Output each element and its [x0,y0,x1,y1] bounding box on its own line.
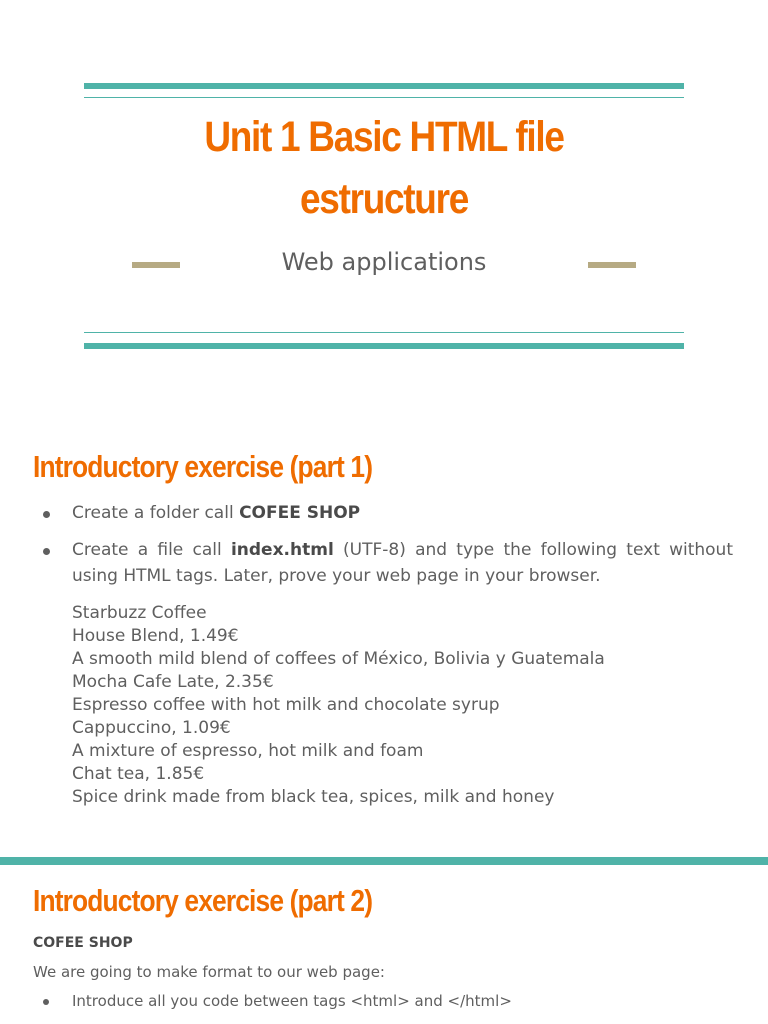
menu-line: A mixture of espresso, hot milk and foam [72,741,424,761]
coffee-menu-text [72,602,605,809]
bottom-thick-rule [84,343,684,349]
slide-title [126,106,642,230]
slide-title-line2: estructure [300,175,468,223]
menu-line: Chat tea, 1.85€ [72,764,205,784]
menu-line: Spice drink made from black tea, spices, milk and honey [72,787,555,807]
bullet-text: Create a file call [72,540,231,560]
exercise1-bullet-file [33,537,733,589]
exercise2-intro: We are going to make format to our web page: [33,963,385,981]
menu-line: House Blend, 1.49€ [72,626,239,646]
bullet-dot-icon [43,999,49,1005]
bullet-dot-icon [43,548,50,555]
exercise1-bullet-folder [33,500,733,526]
exercise1-bullet-list [33,500,733,589]
slide-subtitle: Web applications [281,248,487,276]
bullet-text: Create a folder call [72,503,240,523]
exercise2-bullet [33,989,733,1013]
slide-title-line1: Unit 1 Basic HTML file [204,113,564,161]
exercise2-label: COFEE SHOP [33,935,133,951]
bullet-text: Introduce all you code between tags <html> and </html> [72,992,512,1010]
menu-line: A smooth mild blend of coffees of México, Bolivia y Guatemala [72,649,605,669]
slide-divider [0,857,768,865]
bullet-bold-text: index.html [230,540,334,560]
decorative-dash-right [588,262,636,268]
exercise2-heading: Introductory exercise (part 2) [33,883,373,918]
bullet-dot-icon [43,511,50,518]
menu-line: Starbuzz Coffee [72,603,207,623]
exercise2-bullet-list [33,989,733,1013]
top-thin-rule [84,97,684,98]
bullet-bold-text: COFEE SHOP [239,503,361,523]
bottom-thin-rule [84,332,684,333]
menu-line: Mocha Cafe Late, 2.35€ [72,672,274,692]
menu-line: Cappuccino, 1.09€ [72,718,231,738]
top-thick-rule [84,83,684,89]
exercise1-heading: Introductory exercise (part 1) [33,449,373,484]
menu-line: Espresso coffee with hot milk and chocolate syrup [72,695,500,715]
bullet-text-after: (UTF-8) and type the following text without using HTML tags. Later, prove your web page in your browser. [72,540,733,586]
